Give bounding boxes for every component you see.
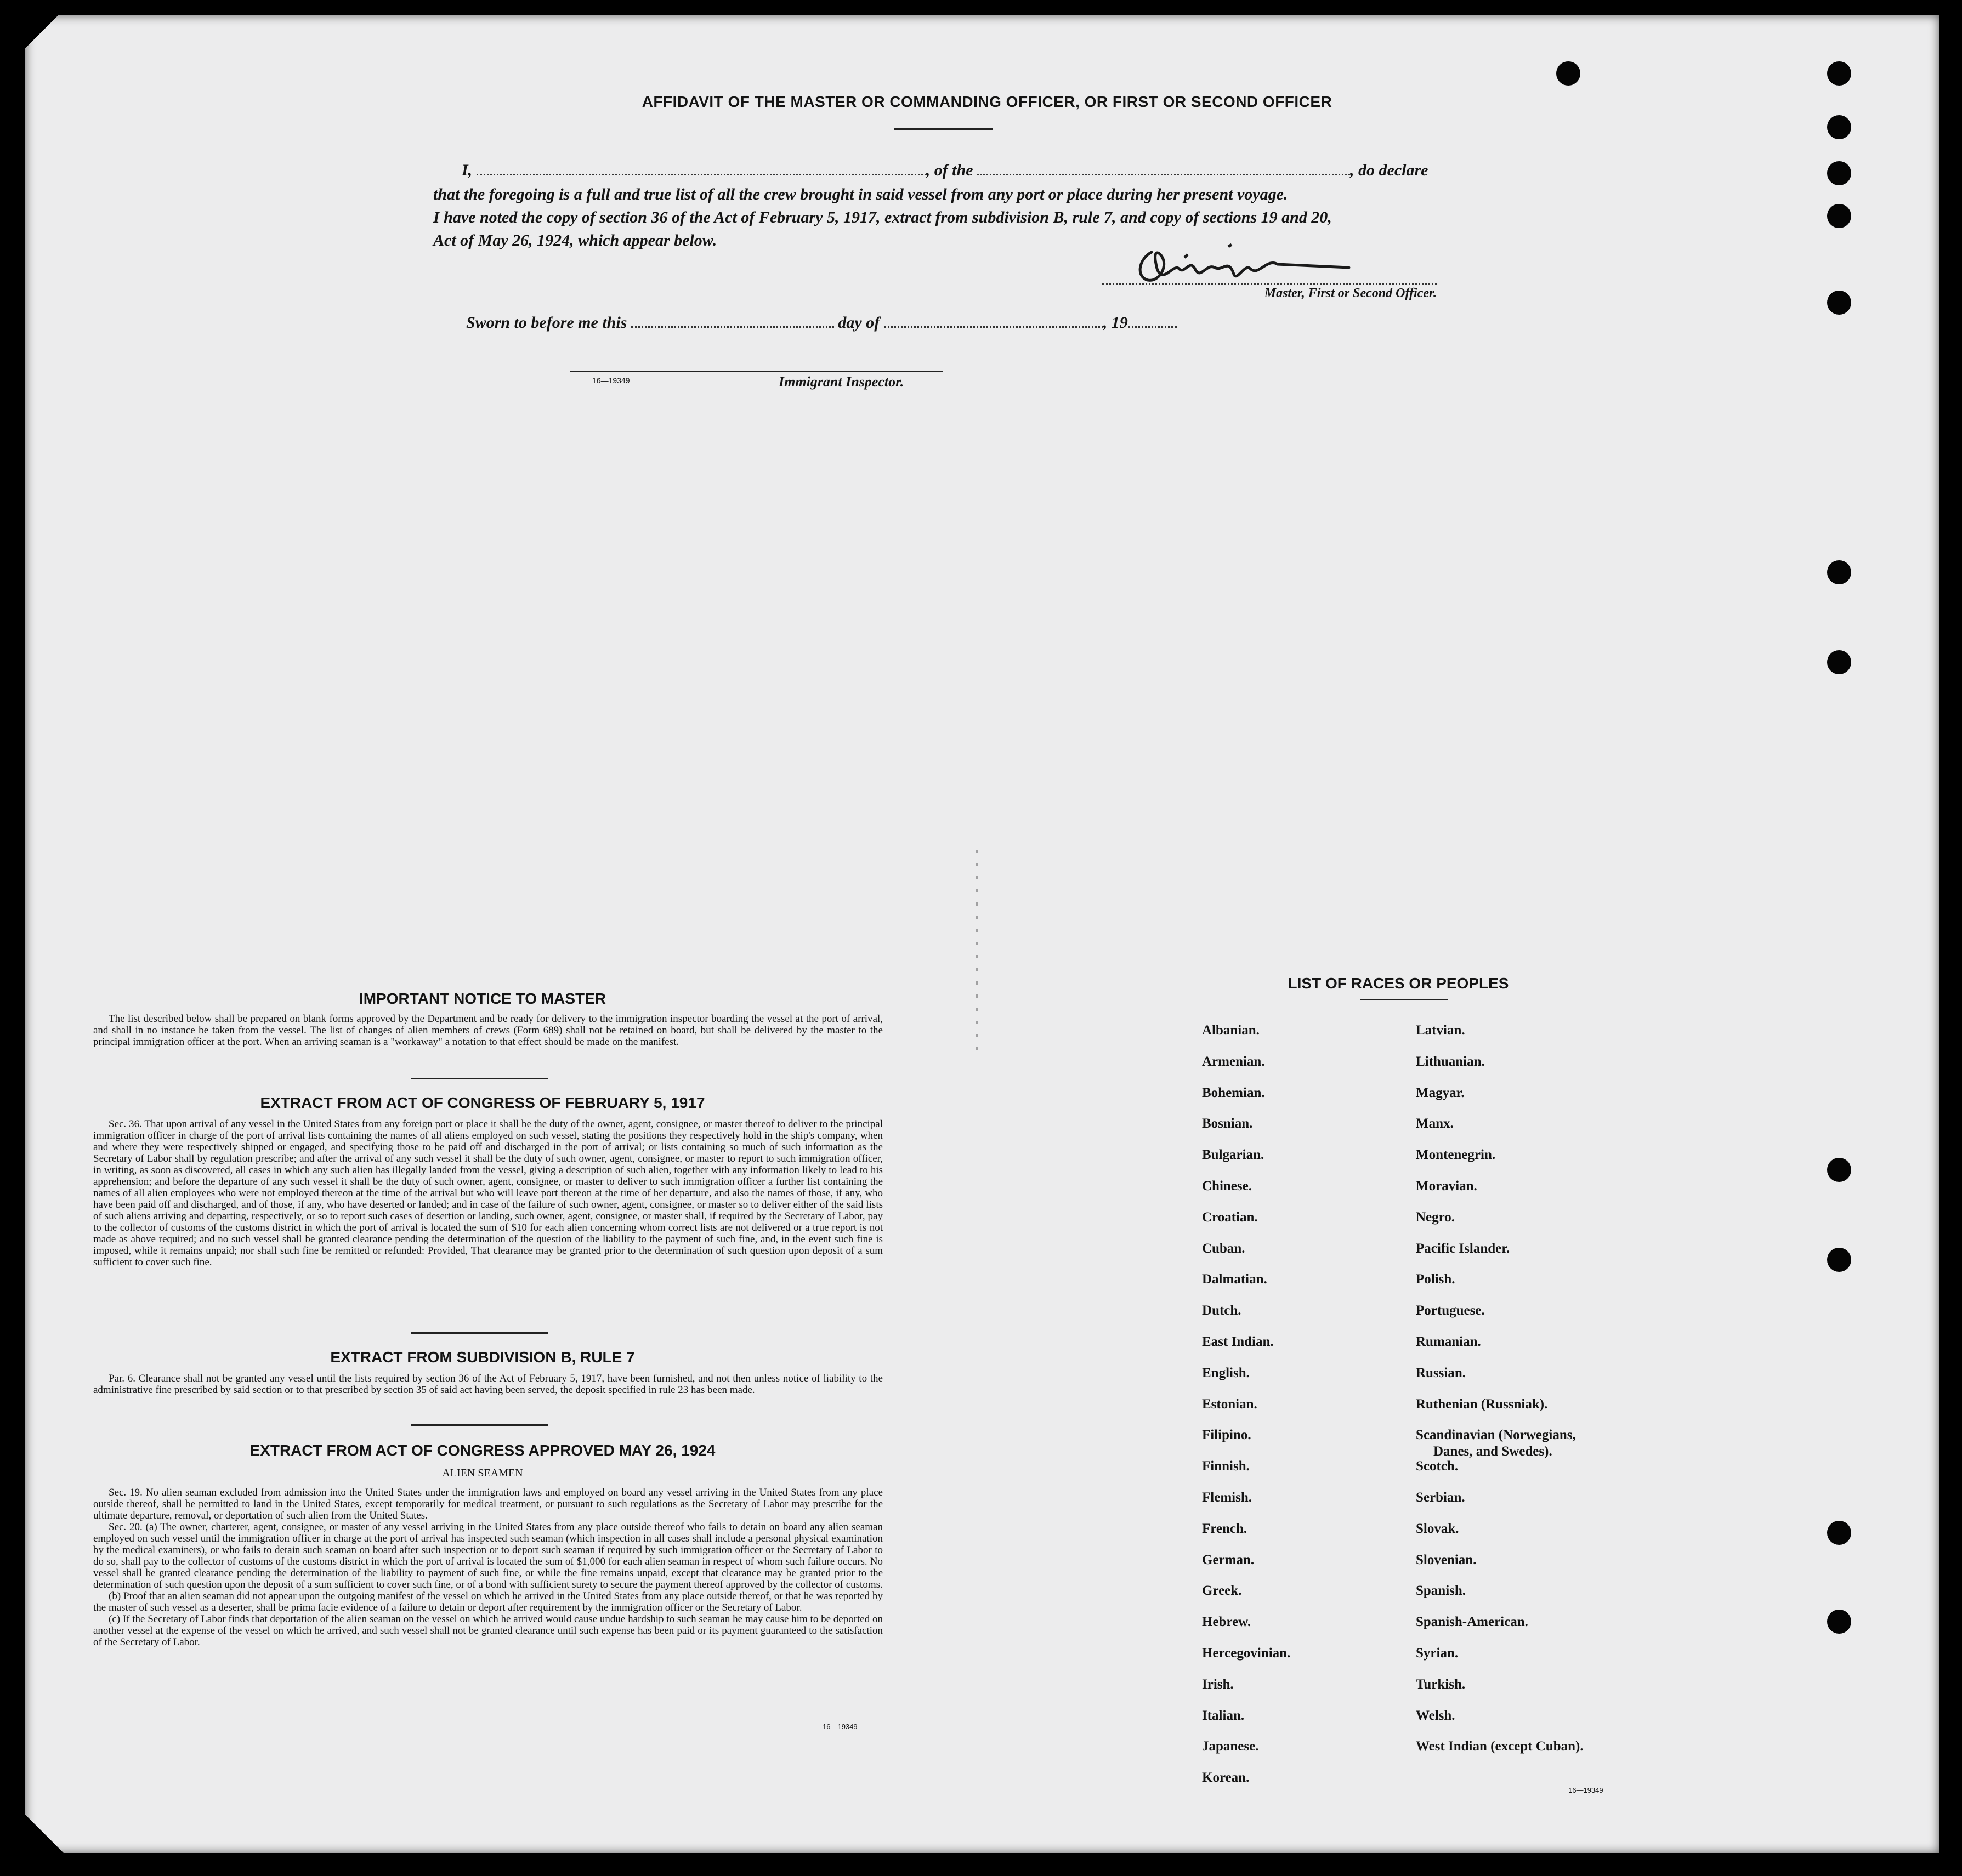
race-item: Scotch. bbox=[1416, 1459, 1459, 1474]
fold-crease bbox=[976, 850, 978, 1058]
race-item: Latvian. bbox=[1416, 1023, 1465, 1038]
signature-caption: Master, First or Second Officer. bbox=[1264, 286, 1437, 300]
sec-20b-paragraph: (b) Proof that an alien seaman did not appear upon the outgoing manifest of the vessel on which he arrived in the United States from any place outside thereof, or that he was reported by the master of such vessel as a deserter, shall be prima facie evidence of a failure to detain or deport after requirement by the immigration officer or the Secretary of Labor. bbox=[93, 1590, 883, 1613]
affidavit-line-2: that the foregoing is a full and true list of all the crew brought in said vessel from any port or place during her present voyage. bbox=[433, 185, 1288, 203]
race-item: Flemish. bbox=[1202, 1490, 1252, 1505]
extract-rule7-rule bbox=[411, 1424, 548, 1426]
day-of-label: day of bbox=[838, 314, 880, 332]
race-item: Danes, and Swedes). bbox=[1433, 1444, 1552, 1459]
race-item: Chinese. bbox=[1202, 1179, 1252, 1193]
race-item: Manx. bbox=[1416, 1116, 1454, 1132]
year-label: , 19 bbox=[1103, 314, 1128, 332]
vessel-blank bbox=[977, 168, 1350, 175]
race-item: Slovenian. bbox=[1416, 1552, 1477, 1567]
sworn-day-blank bbox=[631, 321, 834, 328]
alien-seamen-subtitle: ALIEN SEAMEN bbox=[442, 1467, 523, 1479]
sec-20c-paragraph: (c) If the Secretary of Labor finds that deportation of the alien seaman on the vessel on which he arrived would cause undue hardship to such seaman he may cause him to be deported on another vessel at the expense of the vessel on which he arrived, and such vessel shall not be granted clearance until such expense has been paid or its payment guaranteed to the satisfaction of the Secretary of Labor. bbox=[93, 1613, 883, 1648]
race-item: Hebrew. bbox=[1202, 1615, 1251, 1630]
race-item: West Indian (except Cuban). bbox=[1416, 1739, 1584, 1754]
race-item: German. bbox=[1202, 1552, 1255, 1567]
race-item: Russian. bbox=[1416, 1365, 1466, 1380]
notice-title: IMPORTANT NOTICE TO MASTER bbox=[359, 990, 606, 1007]
race-item: Italian. bbox=[1202, 1708, 1245, 1723]
extract-1924-text bbox=[93, 1487, 883, 1648]
race-item: Lithuanian. bbox=[1416, 1054, 1485, 1069]
race-item: Filipino. bbox=[1202, 1428, 1251, 1443]
races-title: LIST OF RACES OR PEOPLES bbox=[1288, 975, 1509, 992]
extract-1917-title: EXTRACT FROM ACT OF CONGRESS OF FEBRUARY 5, 1917 bbox=[260, 1094, 705, 1111]
signature-line bbox=[1102, 283, 1437, 285]
handwritten-signature bbox=[1119, 236, 1360, 291]
affidavit-line-1 bbox=[433, 159, 1459, 182]
punch-hole bbox=[1556, 61, 1580, 86]
punch-hole bbox=[1827, 1248, 1851, 1272]
affidavit-rule bbox=[894, 128, 993, 130]
race-item: Japanese. bbox=[1202, 1739, 1259, 1754]
extract-rule7-paragraph: Par. 6. Clearance shall not be granted any vessel until the lists required by section 36 of the Act of February 5, 1917, have been furnished, and not then unless notice of liability to the administrative fine prescribed by said section or to that prescribed by section 35 of said act having been served, the deposit specified in rule 23 has been made. bbox=[93, 1373, 883, 1396]
race-item: Montenegrin. bbox=[1416, 1147, 1496, 1163]
race-item: Finnish. bbox=[1202, 1459, 1250, 1474]
sworn-label: Sworn to before me this bbox=[466, 314, 627, 332]
punch-hole bbox=[1827, 61, 1851, 86]
race-item: Rumanian. bbox=[1416, 1334, 1481, 1349]
punch-hole bbox=[1827, 1521, 1851, 1545]
race-item: Turkish. bbox=[1416, 1676, 1466, 1692]
race-item: Spanish-American. bbox=[1416, 1615, 1528, 1630]
punch-hole bbox=[1827, 560, 1851, 584]
race-item: Greek. bbox=[1202, 1583, 1242, 1599]
affidavit-i-label: I, bbox=[462, 161, 473, 179]
affidavit-declare-label: , do declare bbox=[1350, 161, 1428, 179]
extract-rule7-title: EXTRACT FROM SUBDIVISION B, RULE 7 bbox=[330, 1349, 635, 1366]
inspector-signature-line bbox=[570, 371, 943, 372]
sec-20a-paragraph: Sec. 20. (a) The owner, charterer, agent, consignee, or master of any vessel arriving in the United States from any place outside thereof who fails to detain on board any alien seaman employed on such vessel until the immigration officer in charge at the port of arrival has inspected such seaman (which inspection in all cases shall include a personal physical examination by the medical examiners), or who fails to detain such seaman on board after such inspection or to deport such seaman if required by such immigration officer or the Secretary of Labor to do so, shall pay to the collector of customs of the customs district in which the port of arrival is located the sum of $1,000 for each alien seaman in respect of whom such failure occurs. No vessel shall be granted clearance pending the determination of the liability to payment of such fine, or while the fine remains unpaid, except that clearance may be granted prior to the determination of such question upon the deposit of a sum sufficient to cover such fine, or of a bond with sufficient surety to secure the payment thereof approved by the collector of customs. bbox=[93, 1521, 883, 1590]
race-item: East Indian. bbox=[1202, 1334, 1274, 1349]
punch-hole bbox=[1827, 291, 1851, 315]
notice-text bbox=[93, 1013, 883, 1048]
torn-corner-top-left bbox=[25, 15, 58, 48]
affidavit-title: AFFIDAVIT OF THE MASTER OR COMMANDING OFFICER, OR FIRST OR SECOND OFFICER bbox=[642, 93, 1332, 110]
race-item: Negro. bbox=[1416, 1209, 1455, 1225]
race-item: English. bbox=[1202, 1365, 1250, 1380]
inspector-caption: Immigrant Inspector. bbox=[779, 374, 904, 390]
race-item: Estonian. bbox=[1202, 1396, 1257, 1412]
race-item: Korean. bbox=[1202, 1770, 1250, 1786]
race-item: Bulgarian. bbox=[1202, 1147, 1264, 1163]
race-item: Pacific Islander. bbox=[1416, 1241, 1510, 1256]
race-item: Hercegovinian. bbox=[1202, 1646, 1291, 1661]
punch-hole bbox=[1827, 650, 1851, 674]
punch-hole bbox=[1827, 115, 1851, 139]
race-item: Croatian. bbox=[1202, 1209, 1258, 1225]
punch-hole bbox=[1827, 204, 1851, 228]
race-item: Albanian. bbox=[1202, 1023, 1260, 1038]
race-item: Spanish. bbox=[1416, 1583, 1466, 1599]
race-item: Moravian. bbox=[1416, 1179, 1477, 1193]
race-item: Bohemian. bbox=[1202, 1085, 1265, 1100]
form-code-right: 16—19349 bbox=[1568, 1786, 1603, 1794]
extract-1917-text bbox=[93, 1118, 883, 1268]
name-blank bbox=[477, 168, 926, 175]
form-code-left: 16—19349 bbox=[823, 1722, 858, 1731]
notice-rule bbox=[411, 1078, 548, 1079]
race-item: Cuban. bbox=[1202, 1241, 1245, 1256]
extract-1917-paragraph: Sec. 36. That upon arrival of any vessel in the United States from any foreign port or place it shall be the duty of the owner, agent, consignee, or master thereof to deliver to the principal immigration officer in charge of the port of arrival lists containing the names of all aliens employed on such vessel, stating the positions they respectively hold in the ship's company, when and where they were respectively shipped or engaged, and specifying those to be paid off and discharged in the port of arrival; or lists containing so much of such information as the Secretary of Labor shall by regulation prescribe; and after the arrival of any such vessel it shall be the duty of such owner, agent, consignee, or master to report to such immigration officer, in writing, as soon as discovered, all cases in which any such alien has illegally landed from the vessel, giving a description of such alien, together with any information likely to lead to his apprehension; and before the departure of any such vessel it shall be the duty of such owner, agent, consignee, or master to deliver to such immigration officer a further list containing the names of all alien employees who were not employed thereon at the time of the arrival but who will leave port thereon at the time of her departure, and also the names of those, if any, who have been paid off and discharged, and of those, if any, who have deserted or landed; and in case of the failure of such owner, agent, consignee, or master so to deliver either of the said lists of such aliens arriving and departing, respectively, or so to report such cases of desertion or landing, such owner, agent, consignee, or master shall, if required by the Secretary of Labor, pay to the collector of customs of the customs district in which the port of arrival is located the sum of $10 for each alien concerning whom correct lists are not delivered or a true report is not made as above required; and no such vessel shall be granted clearance pending the determination of the question of the liability to the payment of such fine, and, in the event such fine is imposed, while it remains unpaid; nor shall such fine be remitted or refunded: Provided, That clearance may be granted prior to the determination of such question upon deposit of a sum sufficient to cover such fine. bbox=[93, 1118, 883, 1268]
extract-1917-rule bbox=[411, 1332, 548, 1334]
sworn-line bbox=[466, 314, 1177, 332]
race-item: Portuguese. bbox=[1416, 1303, 1485, 1318]
extract-1924-title: EXTRACT FROM ACT OF CONGRESS APPROVED MAY 26, 1924 bbox=[249, 1442, 716, 1459]
race-item: Scandinavian (Norwegians, bbox=[1416, 1428, 1576, 1443]
notice-paragraph: The list described below shall be prepared on blank forms approved by the Department and be ready for delivery to the immigration inspector boarding the vessel at the port of arrival, and shall in no instance be taken from the vessel. The list of changes of alien members of crews (Form 689) shall not be retained on board, but shall be delivered by the master to the principal immigration officer at the port. When an arriving seaman is a "workaway" a notation to that effect should be made on the manifest. bbox=[93, 1013, 883, 1048]
sworn-month-blank bbox=[884, 321, 1103, 328]
race-item: Irish. bbox=[1202, 1676, 1234, 1692]
extract-rule7-text bbox=[93, 1373, 883, 1396]
race-item: Welsh. bbox=[1416, 1708, 1455, 1723]
affidavit-line-3: I have noted the copy of section 36 of the Act of February 5, 1917, extract from subdivision B, rule 7, and copy of sections 19 and 20, bbox=[433, 208, 1332, 226]
sworn-year-blank bbox=[1128, 321, 1177, 328]
race-item: Bosnian. bbox=[1202, 1116, 1253, 1132]
torn-corner-bottom-left bbox=[25, 1815, 64, 1853]
race-item: Syrian. bbox=[1416, 1646, 1459, 1661]
sec-19-paragraph: Sec. 19. No alien seaman excluded from admission into the United States under the immigration laws and employed on board any vessel arriving in the United States from any place outside thereof, shall be permitted to land in the United States, except temporarily for medical treatment, or pursuant to such regulations as the Secretary of Labor may prescribe for the ultimate departure, removal, or deportation of such alien from the United States. bbox=[93, 1487, 883, 1521]
race-item: French. bbox=[1202, 1521, 1247, 1536]
punch-hole bbox=[1827, 1158, 1851, 1182]
race-item: Slovak. bbox=[1416, 1521, 1459, 1536]
race-item: Dutch. bbox=[1202, 1303, 1241, 1318]
affidavit-of-the-label: , of the bbox=[926, 161, 973, 179]
race-item: Polish. bbox=[1416, 1272, 1455, 1287]
punch-hole bbox=[1827, 1610, 1851, 1634]
race-item: Armenian. bbox=[1202, 1054, 1265, 1069]
race-item: Magyar. bbox=[1416, 1085, 1465, 1100]
affidavit-line-4: Act of May 26, 1924, which appear below. bbox=[433, 231, 717, 249]
form-code-affidavit: 16—19349 bbox=[592, 376, 630, 385]
races-rule bbox=[1360, 999, 1448, 1000]
punch-hole bbox=[1827, 161, 1851, 185]
race-item: Ruthenian (Russniak). bbox=[1416, 1396, 1548, 1412]
race-item: Dalmatian. bbox=[1202, 1272, 1267, 1287]
race-item: Serbian. bbox=[1416, 1490, 1465, 1505]
